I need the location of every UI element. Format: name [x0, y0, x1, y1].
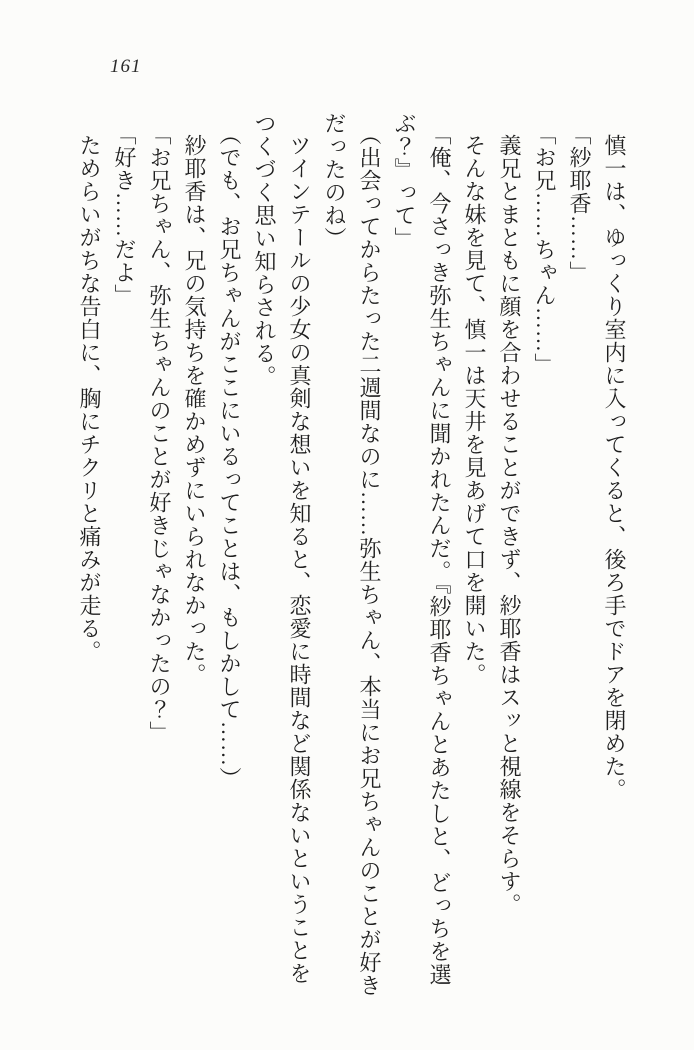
text-line: 義兄とまともに顔を合わせることができず、紗耶香はスッと視線をそらす。: [497, 134, 522, 916]
text-line: 慎一は、ゆっくり室内に入ってくると、後ろ手でドアを閉めた。: [602, 134, 627, 801]
text-line: （でも、お兄ちゃんがここにいるってことは、もしかして……）: [217, 123, 242, 790]
text-line: 紗耶香は、兄の気持ちを確かめずにいられなかった。: [182, 134, 207, 686]
text-line: 「俺、今さっき弥生ちゃんに聞かれたんだ。『紗耶香ちゃんとあたしと、どっちを選: [427, 123, 452, 986]
text-line: ツインテールの少女の真剣な想いを知ると、恋愛に時間など関係ないということを: [287, 134, 312, 985]
text-line: ためらいがちな告白に、胸にチクリと痛みが走る。: [77, 134, 102, 663]
text-line: つくづく思い知らされる。: [252, 112, 277, 388]
text-block: [72, 112, 632, 997]
text-line: だったのね）: [322, 112, 347, 250]
page-number: 161: [110, 56, 142, 77]
text-line: 「紗耶香……」: [567, 123, 592, 284]
text-line: （出会ってからたった二週間なのに……弥生ちゃん、本当にお兄ちゃんのことが好き: [357, 123, 382, 997]
text-line: 「お兄……ちゃん……」: [532, 123, 557, 376]
text-line: 「お兄ちゃん、弥生ちゃんのことが好きじゃなかったの？」: [147, 123, 172, 744]
text-line: ぶ？』って」: [392, 112, 417, 250]
text-line: 「好き……だよ」: [112, 123, 137, 307]
text-line: そんな妹を見て、慎一は天井を見あげて口を開いた。: [462, 134, 487, 686]
